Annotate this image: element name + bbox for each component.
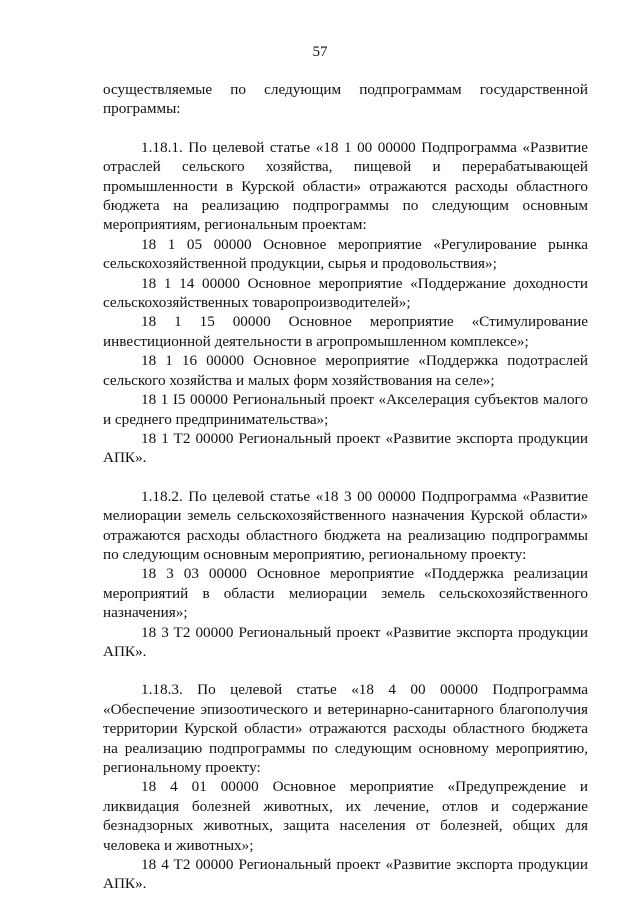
section-3-item: 18 4 01 00000 Основное мероприятие «Предупреждение и ликвидация болезней животных, их лечение, отлов и содержание безнадзорных животных, защита населения от болезней, общих для человека и животных»;	[103, 778, 588, 854]
section-1-item: 18 1 15 00000 Основное мероприятие «Стимулирование инвестиционной деятельности в агропромышленном комплексе»;	[103, 313, 588, 350]
intro-line-1: осуществляемые по следующим подпрограммам государственной	[103, 81, 588, 98]
section-1-item: 18 1 16 00000 Основное мероприятие «Поддержка подотраслей сельского хозяйства и малых форм хозяйствования на селе»;	[103, 352, 588, 389]
section-1-heading-rest: промышленности в Курской области» отражаются расходы областного бюджета на реализацию подпрограммы по следующим основным мероприятиям, региональным проектам:	[103, 177, 588, 234]
section-1-heading-cont	[103, 157, 588, 235]
section-1-18-1-heading	[103, 138, 588, 157]
section-1-item: 18 1 I5 00000 Региональный проект «Акселерация субъектов малого и среднего предпринимательства»;	[103, 391, 588, 428]
section-3-item: 18 4 T2 00000 Региональный проект «Развитие экспорта продукции АПК».	[103, 856, 588, 893]
section-1-18-2-heading: 1.18.2. По целевой статье «18 3 00 00000 Подпрограмма «Развитие мелиорации земель сельскохозяйственного назначения Курской области» отражаются расходы областного бюджета на реализацию подпрограммы по следующим основным мероприятию, региональному проекту:	[103, 487, 588, 563]
section-2-item: 18 3 03 00000 Основное мероприятие «Поддержка реализации мероприятий в области мелиорации земель сельскохозяйственного назначения»;	[103, 565, 588, 622]
section-1-item: 18 1 05 00000 Основное мероприятие «Регулирование рынка сельскохозяйственной продукции, сырья и продовольствия»;	[103, 235, 588, 273]
section-1-heading-line-2: отраслей сельского хозяйства, пищевой и перерабатывающей	[103, 158, 588, 176]
section-1-item: 18 1 T2 00000 Региональный проект «Развитие экспорта продукции АПК».	[103, 429, 588, 467]
section-1-item: 18 1 14 00000 Основное мероприятие «Поддержание доходности сельскохозяйственных товаропроизводителей»;	[103, 274, 588, 312]
section-1-heading-line-1: 1.18.1. По целевой статье «18 1 00 00000 Подпрограмма «Развитие	[141, 138, 588, 156]
section-1-18-3-heading: 1.18.3. По целевой статье «18 4 00 00000 Подпрограмма «Обеспечение эпизоотического и ветеринарно-санитарного благополучия территории Курской области» отражаются расходы областного бюджета на реализацию подпрограммы по следующим основному мероприятию, региональному проекту:	[103, 681, 588, 776]
document-body	[103, 80, 588, 894]
page-number: 57	[312, 44, 328, 60]
intro-paragraph	[103, 80, 588, 119]
intro-line-2: программы:	[103, 100, 181, 118]
section-2-item: 18 3 T2 00000 Региональный проект «Развитие экспорта продукции АПК».	[103, 623, 588, 660]
